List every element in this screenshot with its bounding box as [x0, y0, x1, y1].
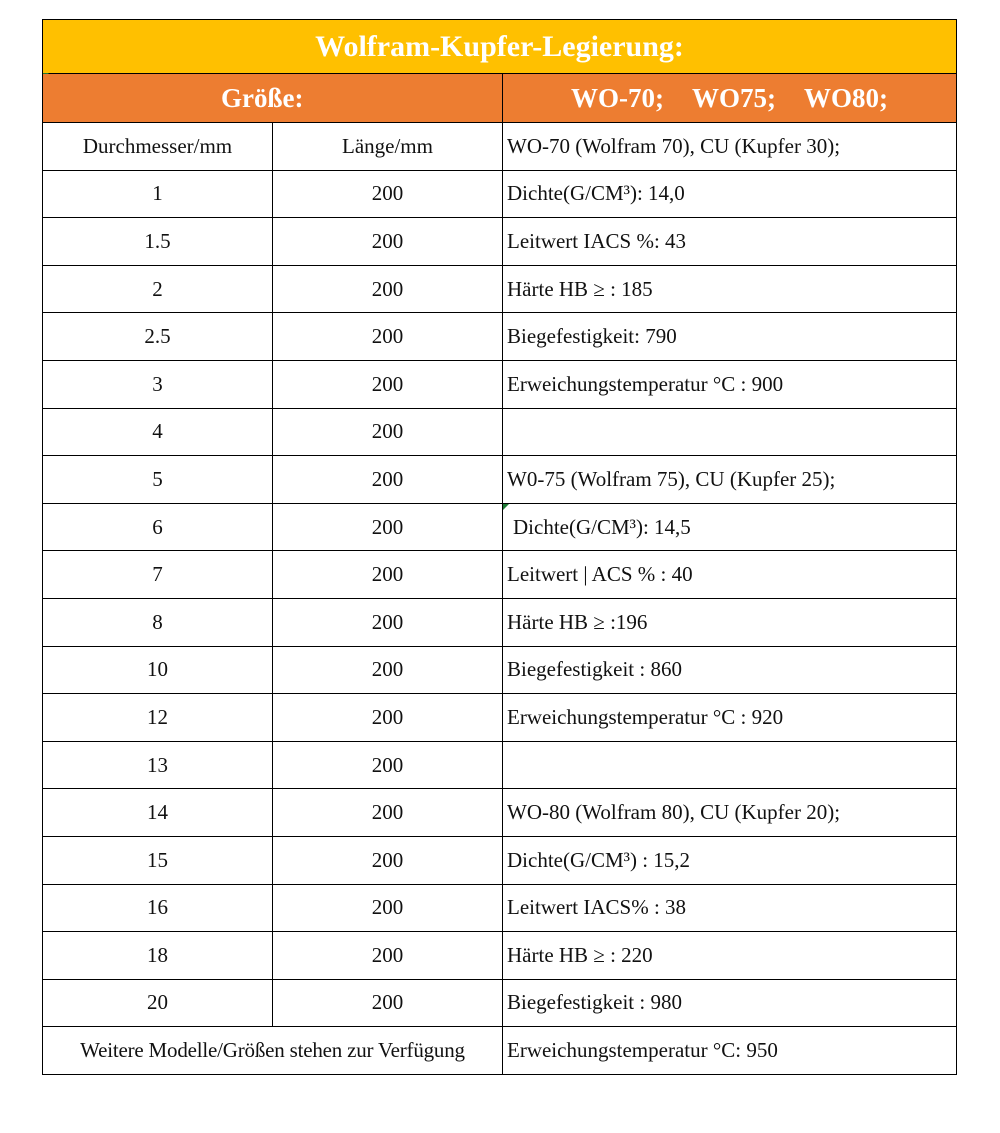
spec-cell — [503, 408, 957, 456]
spec-cell: Erweichungstemperatur °C : 900 — [503, 360, 957, 408]
diameter-cell: 5 — [43, 456, 273, 504]
length-cell: 200 — [273, 932, 503, 980]
spec-cell: Biegefestigkeit: 790 — [503, 313, 957, 361]
spec-cell: Dichte(G/CM³) : 15,2 — [503, 836, 957, 884]
diameter-cell: 3 — [43, 360, 273, 408]
diameter-cell: 4 — [43, 408, 273, 456]
length-cell: 200 — [273, 598, 503, 646]
spec-cell: Erweichungstemperatur °C: 950 — [503, 1027, 957, 1075]
alloy-spec-table — [42, 19, 957, 1075]
diameter-cell: 8 — [43, 598, 273, 646]
diameter-column-header: Durchmesser/mm — [43, 123, 273, 171]
diameter-cell: 12 — [43, 694, 273, 742]
length-cell: 200 — [273, 360, 503, 408]
table-row — [43, 265, 957, 313]
spec-cell — [503, 741, 957, 789]
diameter-cell: 18 — [43, 932, 273, 980]
length-cell: 200 — [273, 313, 503, 361]
table-row — [43, 694, 957, 742]
length-cell: 200 — [273, 979, 503, 1027]
spec-cell: W0-75 (Wolfram 75), CU (Kupfer 25); — [503, 456, 957, 504]
length-cell: 200 — [273, 170, 503, 218]
model-wo80: WO80; — [804, 82, 888, 113]
table-row — [43, 598, 957, 646]
spec-cell: Biegefestigkeit : 980 — [503, 979, 957, 1027]
table-row — [43, 836, 957, 884]
footer-row — [43, 1027, 957, 1075]
title-row — [43, 20, 957, 74]
spec-cell: WO-70 (Wolfram 70), CU (Kupfer 30); — [503, 123, 957, 171]
table-row — [43, 551, 957, 599]
spec-cell: Härte HB ≥ : 220 — [503, 932, 957, 980]
length-cell: 200 — [273, 646, 503, 694]
length-cell: 200 — [273, 503, 503, 551]
spec-cell: Leitwert IACS %: 43 — [503, 218, 957, 266]
table-row — [43, 408, 957, 456]
table-row — [43, 932, 957, 980]
length-cell: 200 — [273, 551, 503, 599]
column-header-row — [43, 123, 957, 171]
diameter-cell: 7 — [43, 551, 273, 599]
model-wo75: WO75; — [692, 82, 776, 113]
size-header: Größe: — [43, 74, 503, 123]
diameter-cell: 15 — [43, 836, 273, 884]
diameter-cell: 20 — [43, 979, 273, 1027]
length-column-header: Länge/mm — [273, 123, 503, 171]
length-cell: 200 — [273, 694, 503, 742]
diameter-cell: 14 — [43, 789, 273, 837]
spec-cell: Erweichungstemperatur °C : 920 — [503, 694, 957, 742]
diameter-cell: 2 — [43, 265, 273, 313]
availability-note: Weitere Modelle/Größen stehen zur Verfügung — [43, 1027, 503, 1075]
length-cell: 200 — [273, 408, 503, 456]
table-row — [43, 456, 957, 504]
table-row — [43, 741, 957, 789]
length-cell: 200 — [273, 884, 503, 932]
diameter-cell: 2.5 — [43, 313, 273, 361]
table-row — [43, 884, 957, 932]
spec-cell: Härte HB ≥ :196 — [503, 598, 957, 646]
table-row — [43, 503, 957, 551]
length-cell: 200 — [273, 789, 503, 837]
models-header — [503, 74, 957, 123]
table-row — [43, 313, 957, 361]
spec-cell: WO-80 (Wolfram 80), CU (Kupfer 20); — [503, 789, 957, 837]
spec-cell: Leitwert | ACS % : 40 — [503, 551, 957, 599]
cell-comment-marker — [503, 504, 509, 510]
table-row — [43, 360, 957, 408]
table-title — [43, 20, 957, 74]
diameter-cell: 1 — [43, 170, 273, 218]
table-row — [43, 646, 957, 694]
spec-cell: Härte HB ≥ : 185 — [503, 265, 957, 313]
table-row — [43, 979, 957, 1027]
diameter-cell: 13 — [43, 741, 273, 789]
diameter-cell: 6 — [43, 503, 273, 551]
spec-cell: Dichte(G/CM³): 14,0 — [503, 170, 957, 218]
header-row — [43, 74, 957, 123]
diameter-cell: 16 — [43, 884, 273, 932]
spec-cell: Dichte(G/CM³): 14,5 — [503, 503, 957, 551]
length-cell: 200 — [273, 265, 503, 313]
diameter-cell: 1.5 — [43, 218, 273, 266]
spec-cell: Leitwert IACS% : 38 — [503, 884, 957, 932]
model-wo70: WO-70; — [571, 82, 664, 113]
spec-cell: Biegefestigkeit : 860 — [503, 646, 957, 694]
length-cell: 200 — [273, 741, 503, 789]
diameter-cell: 10 — [43, 646, 273, 694]
length-cell: 200 — [273, 218, 503, 266]
table-title-text: Wolfram-Kupfer-Legierung: — [315, 29, 684, 63]
table-row — [43, 218, 957, 266]
table-row — [43, 170, 957, 218]
length-cell: 200 — [273, 836, 503, 884]
table-row — [43, 789, 957, 837]
length-cell: 200 — [273, 456, 503, 504]
